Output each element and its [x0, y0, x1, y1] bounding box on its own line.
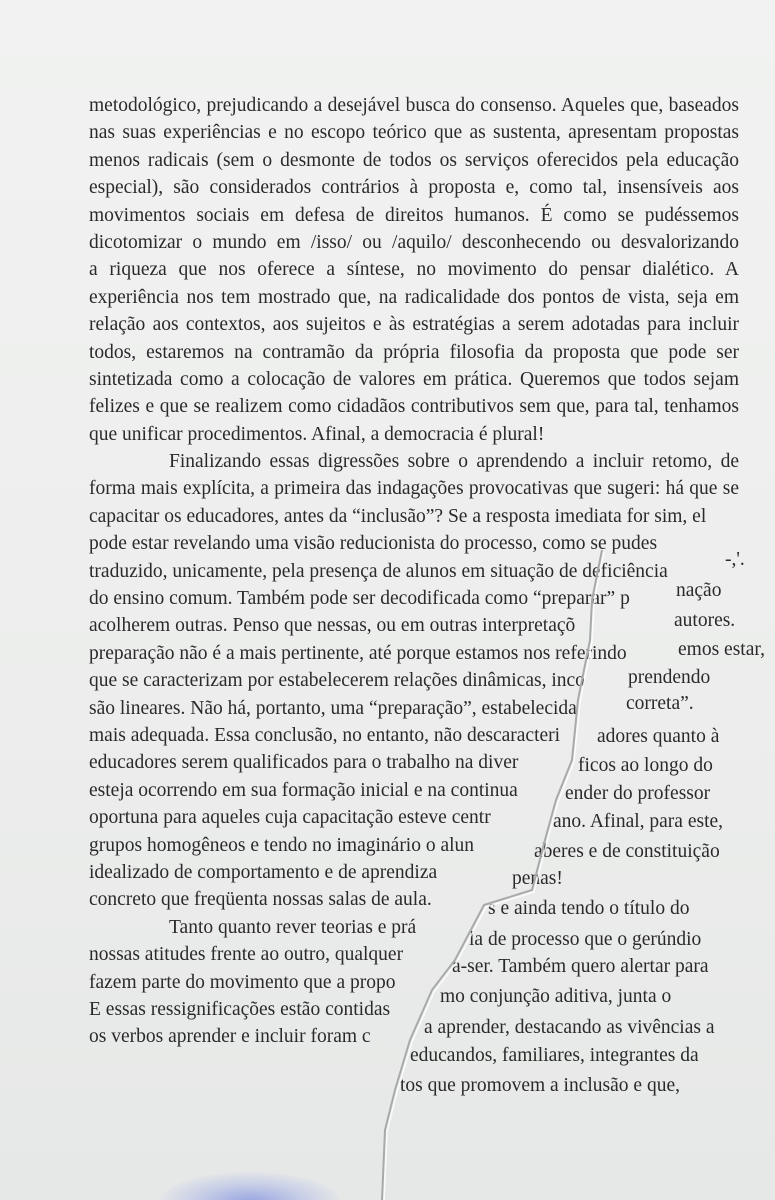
text-line: concreto que freqüenta nossas salas de aula.	[89, 889, 432, 911]
text-line: capacitar os educadores, antes da “inclusão”? Se a resposta imediata for sim, el	[89, 505, 707, 527]
torn-text-fragment: correta”.	[626, 693, 694, 714]
text-line: a riqueza que nos oferece a síntese, no movimento do pensar dialético. A	[89, 259, 739, 281]
torn-text-fragment: emos estar,	[678, 639, 765, 660]
torn-text-fragment: ficos ao longo do	[578, 755, 713, 776]
text-line: grupos homogêneos e tendo no imaginário o alun	[89, 834, 475, 856]
text-line: que se caracterizam por estabelecerem relações dinâmicas, inco	[89, 670, 585, 692]
text-line: nossas atitudes frente ao outro, qualquer	[89, 944, 404, 966]
text-line: pode estar revelando uma visão reducionista do processo, como se pudes	[89, 533, 658, 555]
text-line: Tanto quanto rever teorias e prá	[169, 916, 417, 938]
text-line: que unificar procedimentos. Afinal, a democracia é plural!	[89, 423, 545, 445]
text-line: felizes e que se realizem como cidadãos contributivos sem que, para tal, tenhamos	[89, 396, 739, 418]
text-line: experiência nos tem mostrado que, na radicalidade dos pontos de vista, seja em	[89, 286, 739, 308]
torn-text-fragment: la de processo que o gerúndio	[469, 929, 702, 950]
text-line: mais adequada. Essa conclusão, no entanto, não descaracteri	[89, 724, 561, 746]
text-line: sintetizada como a colocação de valores em prática. Queremos que todos sejam	[89, 368, 739, 390]
text-line: idealizado de comportamento e de aprendiza	[89, 861, 438, 883]
text-line: são lineares. Não há, portanto, uma “preparação”, estabelecida	[89, 697, 577, 719]
text-line: preparação não é a mais pertinente, até porque estamos nos referindo	[89, 642, 627, 664]
text-line: educadores serem qualificados para o trabalho na diver	[89, 752, 519, 774]
torn-text-fragment: aberes e de constituição	[534, 841, 720, 862]
torn-text-fragment: adores quanto à	[597, 726, 720, 747]
torn-text-fragment: nação	[676, 580, 722, 601]
torn-text-fragment: ender do professor	[565, 783, 711, 804]
text-line: traduzido, unicamente, pela presença de alunos em situação de deficiência	[89, 560, 668, 582]
text-line: especial), são considerados contrários à proposta e, como tal, insensíveis aos	[89, 177, 739, 199]
text-line: menos radicais (sem o desmonte de todos os serviços oferecidos pela educação	[89, 149, 739, 171]
text-line: movimentos sociais em defesa de direitos humanos. É como se pudéssemos	[89, 204, 739, 226]
torn-text-fragment: autores.	[674, 610, 736, 631]
text-line: forma mais explícita, a primeira das indagações provocativas que sugeri: há que se	[89, 478, 739, 500]
text-line: Finalizando essas digressões sobre o aprendendo a incluir retomo, de	[169, 451, 739, 473]
torn-fragment	[0, 540, 775, 1200]
torn-text-fragment: a aprender, destacando as vivências a	[424, 1017, 715, 1038]
torn-text-fragment: prendendo	[628, 667, 711, 688]
torn-text-fragment: tos que promovem a inclusão e que,	[400, 1075, 680, 1096]
text-line: nas suas experiências e no escopo teórico que as sustenta, apresentam propostas	[89, 122, 739, 144]
torn-text-fragment: ano. Afinal, para este,	[553, 811, 724, 832]
torn-text-fragment: -,'.	[725, 549, 745, 570]
text-line: do ensino comum. Também pode ser decodificada como “preparar” p	[89, 588, 630, 610]
torn-text-fragment: s e ainda tendo o título do	[488, 898, 690, 919]
text-line: esteja ocorrendo em sua formação inicial e na continua	[89, 779, 518, 801]
torn-text-fragment: penas!	[512, 868, 563, 889]
text-line: oportuna para aqueles cuja capacitação esteve centr	[89, 807, 491, 829]
text-line: fazem parte do movimento que a propo	[89, 971, 396, 993]
text-line: todos, estaremos na contramão da própria filosofia da proposta que pode ser	[89, 341, 739, 363]
torn-text-fragment: educandos, familiares, integrantes da	[410, 1045, 699, 1066]
text-line: relação aos contextos, aos sujeitos e às estratégias a serem adotadas para incluir	[89, 314, 739, 336]
text-line: acolherem outras. Penso que nessas, ou em outras interpretaçõ	[89, 615, 576, 637]
text-line: dicotomizar o mundo em /isso/ ou /aquilo/ desconhecendo ou desvalorizando	[89, 231, 739, 253]
text-line: metodológico, prejudicando a desejável busca do consenso. Aqueles que, baseados	[89, 95, 739, 116]
torn-text-fragment: a-ser. Também quero alertar para	[452, 956, 709, 977]
text-line: E essas ressignificações estão contidas	[89, 998, 391, 1020]
text-line: os verbos aprender e incluir foram c	[89, 1026, 371, 1048]
torn-text-fragment: mo conjunção aditiva, junta o	[440, 986, 672, 1007]
